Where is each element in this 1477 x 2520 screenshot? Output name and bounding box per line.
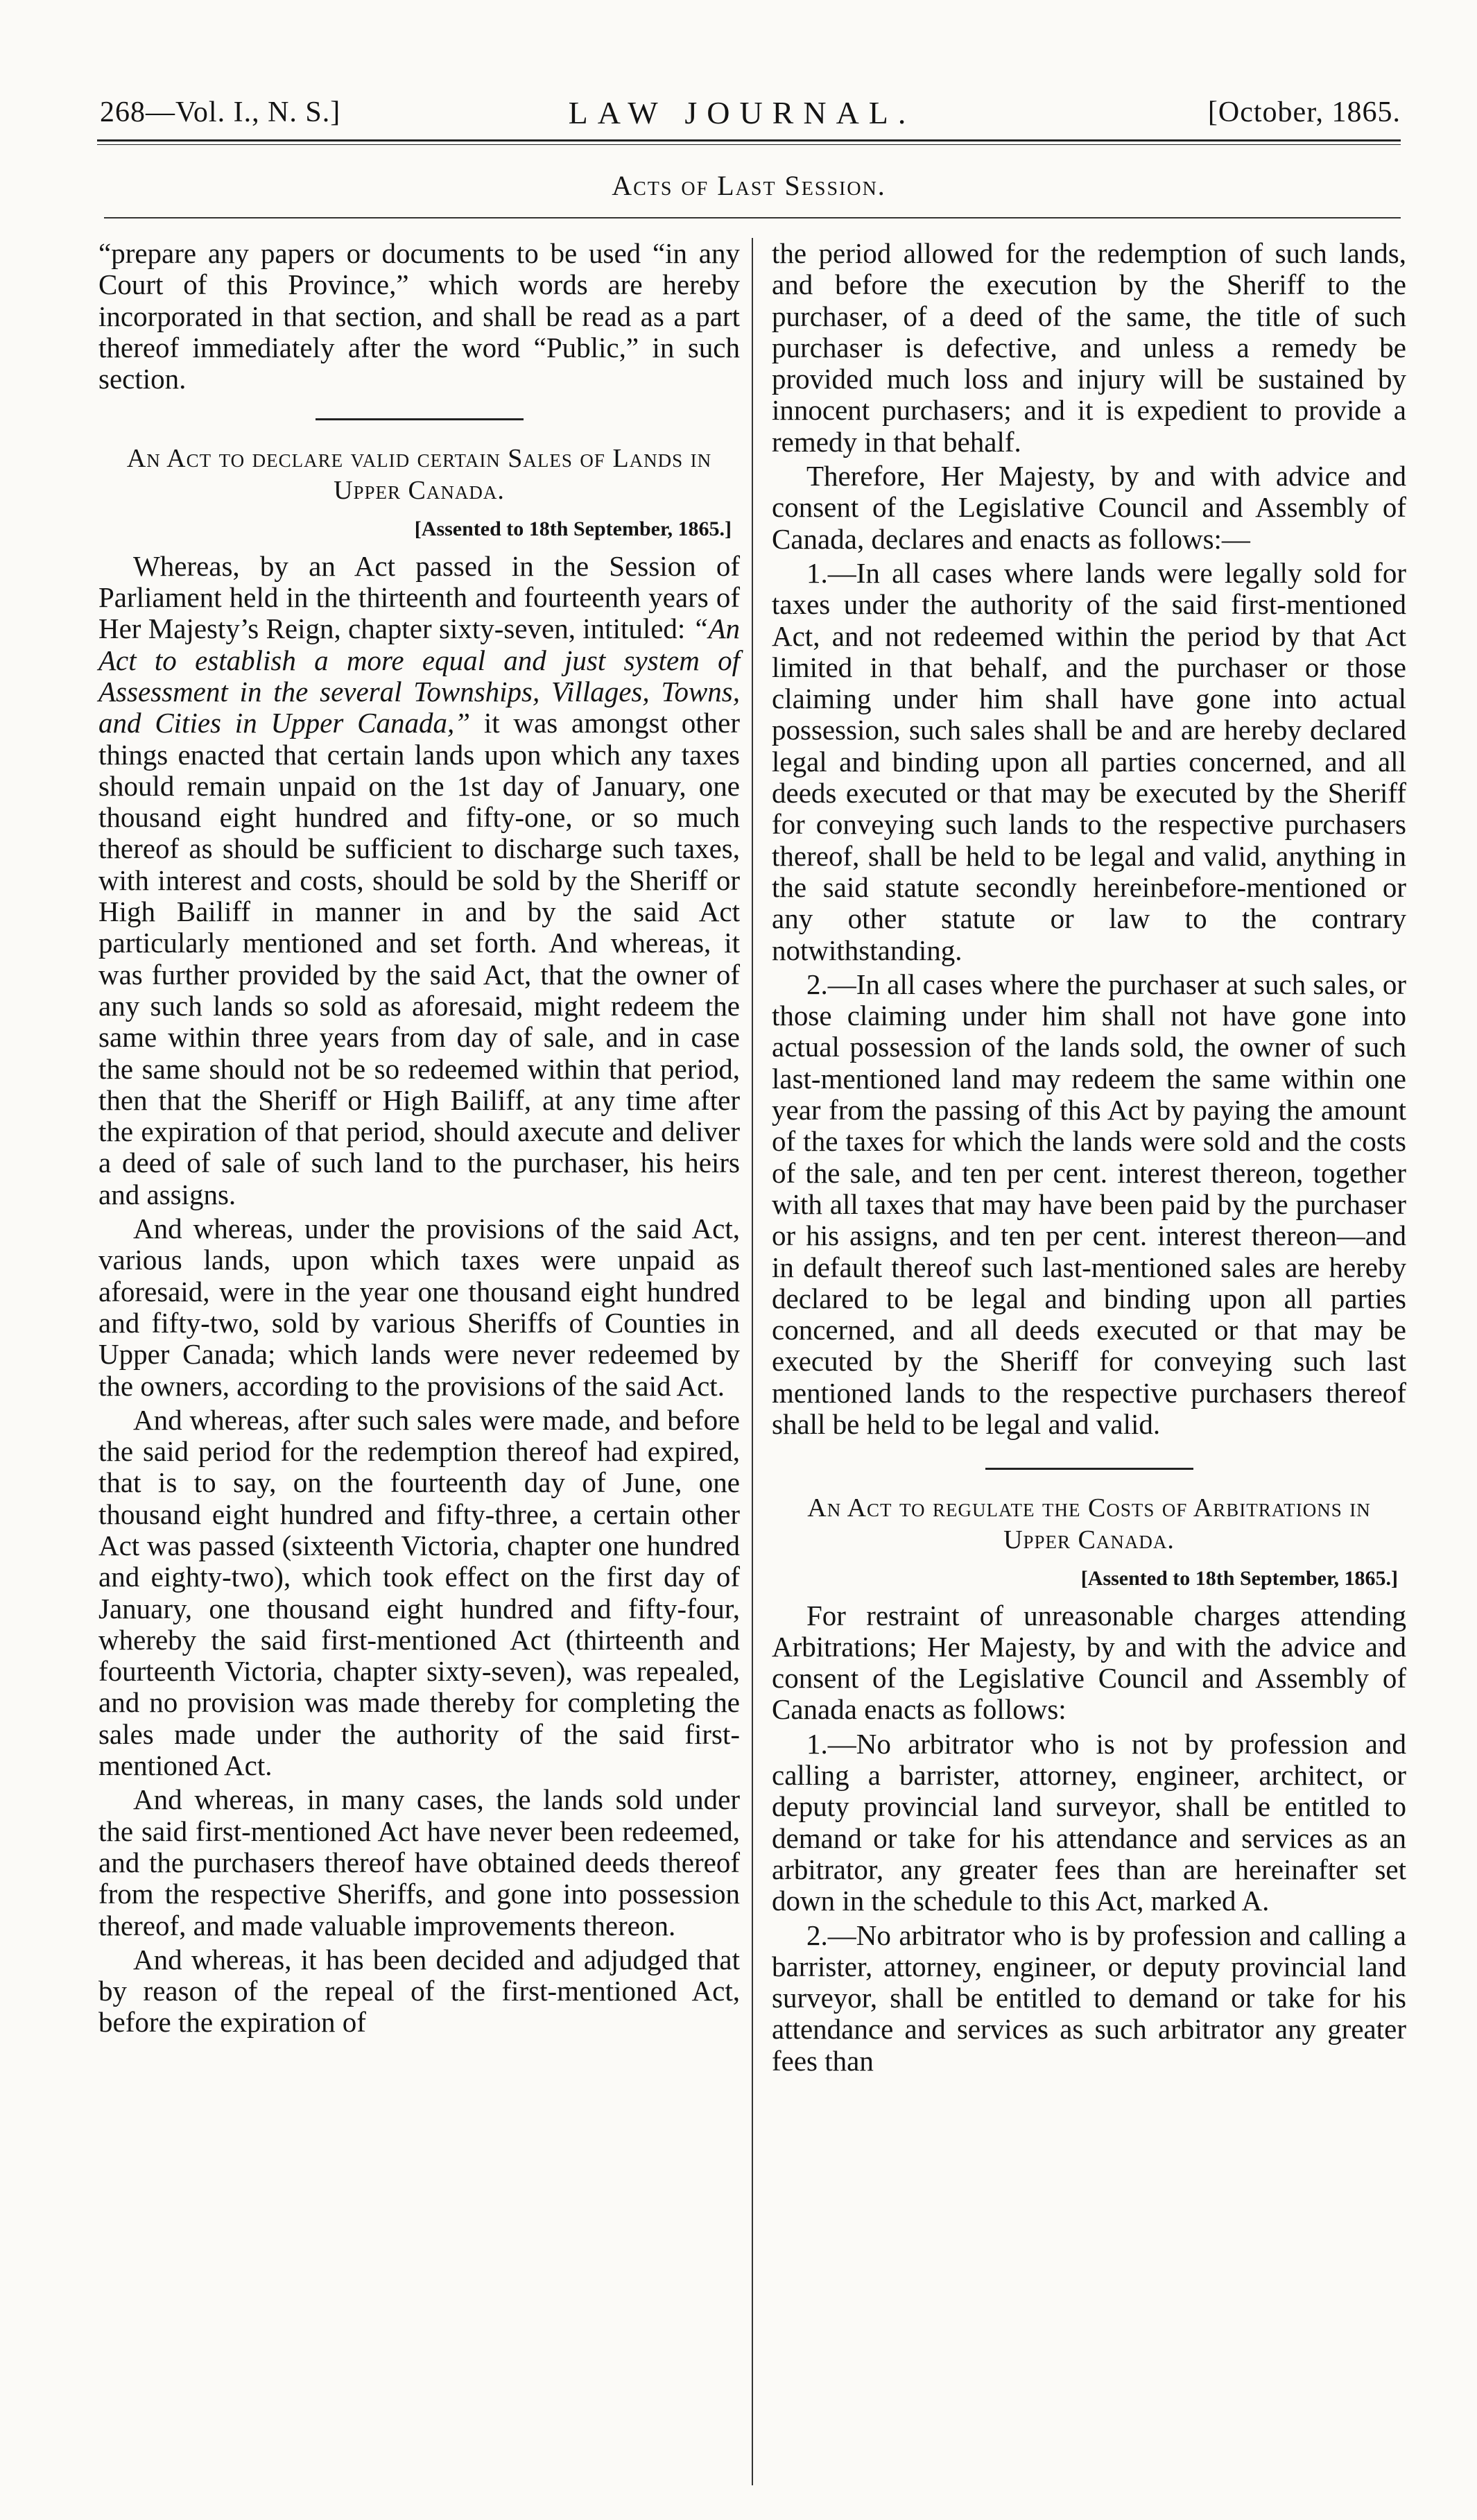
paragraph: Whereas, by an Act passed in the Session of Parliament held in the thirteenth and fourteenth years of Her Majesty’s Reign, chapter sixty-seven, intituled: “An Act to establish a more equal and just system of Assessment in the several Townships, Villages, Towns, and Cities in Upper Canada,” it was amongst other things enacted that certain lands upon which any taxes should remain unpaid on the 1st day of January, one thousand eight hundred and fifty-one, or so much thereof as should be sufficient to discharge such taxes, with interest and costs, should be sold by the Sheriff or High Bailiff in manner in and by the said Act particularly mentioned and set forth. And whereas, it was further provided by the said Act, that the owner of any such lands so sold as aforesaid, might redeem the same within three years from day of sale, and in case the same should not be so redeemed within that period, then that the Sheriff or High Bailiff, at any time after the expiration of that period, should axecute and deliver a deed of sale of such land to the purchaser, his heirs and assigns. xyxy=(98,549,740,1210)
act-citation: “An Act to establish a more equal and just system of Assessment in the several Townships, Villages, Towns, and Cities in Upper Canada,” xyxy=(98,612,740,739)
section-1: 1.—No arbitrator who is not by profession and calling a barrister, attorney, engineer, architect, or deputy provincial land surveyor, shall be entitled to demand or take for his attendance and services as an arbitrator, any greater fees than are hereinafter set down in the schedule to this Act, marked A. xyxy=(772,1727,1406,1917)
paragraph: And whereas, it has been decided and adjudged that by reason of the repeal of the first-mentioned Act, before the expiration of xyxy=(98,1943,740,2039)
journal-title: LAW JOURNAL. xyxy=(568,95,916,130)
paragraph: the period allowed for the redemption of such lands, and before the execution by the Sheriff to the purchaser, of a deed of the same, the title of such purchaser is defective, and unless a remedy be provided much loss and injury will be sustained by innocent purchasers; and it is expedient to provide a remedy in that behalf. xyxy=(772,237,1406,458)
page-volume: 268—Vol. I., N. S.] xyxy=(100,96,341,128)
assent-date: [Assented to 18th September, 1865.] xyxy=(1080,1567,1398,1591)
paragraph: Therefore, Her Majesty, by and with advice and consent of the Legislative Council and Assembly of Canada, declares and enacts as follows:— xyxy=(772,460,1406,555)
section-2: 2.—No arbitrator who is by profession and calling a barrister, attorney, engineer, or deputy provincial land surveyor, shall be entitled to demand or take for his attendance and services as such arbitrator any greater fees than xyxy=(772,1919,1406,2077)
issue-date: [October, 1865. xyxy=(1207,96,1401,128)
header-rule xyxy=(97,139,1401,145)
right-column xyxy=(772,238,1406,2080)
column-divider xyxy=(752,238,753,2485)
act-title: An Act to regulate the Costs of Arbitrations in Upper Canada. xyxy=(807,1493,1371,1555)
act-separator xyxy=(985,1468,1193,1470)
paragraph: And whereas, after such sales were made, and before the said period for the redemption thereof had expired, that is to say, on the fourteenth day of June, one thousand eight hundred and fifty-three, a certain other Act was passed (sixteenth Victoria, chapter one hundred and eighty-two), which took effect on the first day of January, one thousand eight hundred and fifty-four, whereby the said first-mentioned Act (thirteenth and fourteenth Victoria, chapter sixty-seven), was repealed, and no provision was made thereby for completing the sales made under the authority of the said first-mentioned Act. xyxy=(98,1403,740,1782)
paragraph: And whereas, under the provisions of the said Act, various lands, upon which taxes were unpaid as aforesaid, were in the year one thousand eight hundred and fifty-two, sold by various Sheriffs of Counties in Upper Canada; which lands were never redeemed by the owners, according to the provisions of the said Act. xyxy=(98,1212,740,1402)
section-rule xyxy=(104,217,1401,218)
section-2: 2.—In all cases where the purchaser at such sales, or those claiming under him shall not have gone into actual possession of the lands sold, the owner of such last-mentioned land may redeem the same within one year from the passing of this Act by paying the amount of the taxes for which the lands were sold and the costs of the sale, and ten per cent. interest thereon, together with all taxes that may have been paid by the purchaser or his assigns, and ten per cent. interest thereon—and in default thereof such last-mentioned sales are hereby declared to be legal and binding upon all parties concerned, and all deeds executed or that may be executed by the Sheriff for conveying such last mentioned lands to the respective purchasers thereof shall be held to be legal and valid. xyxy=(772,968,1406,1440)
paragraph: “prepare any papers or documents to be used “in any Court of this Province,” which words are hereby incorporated in that section, and shall be read as a part thereof immediately after the word “Public,” in such section. xyxy=(98,237,740,395)
act-title: An Act to declare valid certain Sales of Lands in Upper Canada. xyxy=(126,444,712,506)
section-title: Acts of Last Session. xyxy=(612,170,886,201)
left-column xyxy=(98,238,740,2041)
assent-date: [Assented to 18th September, 1865.] xyxy=(414,517,732,541)
paragraph: And whereas, in many cases, the lands sold under the said first-mentioned Act have never been redeemed, and the purchasers thereof have obtained deeds thereof from the respective Sheriffs, and gone into possession thereof, and made valuable improvements thereon. xyxy=(98,1783,740,1942)
running-header xyxy=(83,89,1401,130)
paragraph: For restraint of unreasonable charges attending Arbitrations; Her Majesty, by and with the advice and consent of the Legislative Council and Assembly of Canada enacts as follows: xyxy=(772,1599,1406,1726)
section-1: 1.—In all cases where lands were legally sold for taxes under the authority of the said first-mentioned Act, and not redeemed within the period by that Act limited in that behalf, and the purchaser or those claiming under him shall have gone into actual possession, such sales shall be and are hereby declared legal and binding upon all parties concerned, and all deeds executed or that may be executed by the Sheriff for conveying such lands to the respective purchasers thereof, shall be held to be legal and valid, anything in the said statute secondly hereinbefore-mentioned or any other statute or law to the contrary notwithstanding. xyxy=(772,556,1406,966)
act-separator xyxy=(316,418,524,420)
